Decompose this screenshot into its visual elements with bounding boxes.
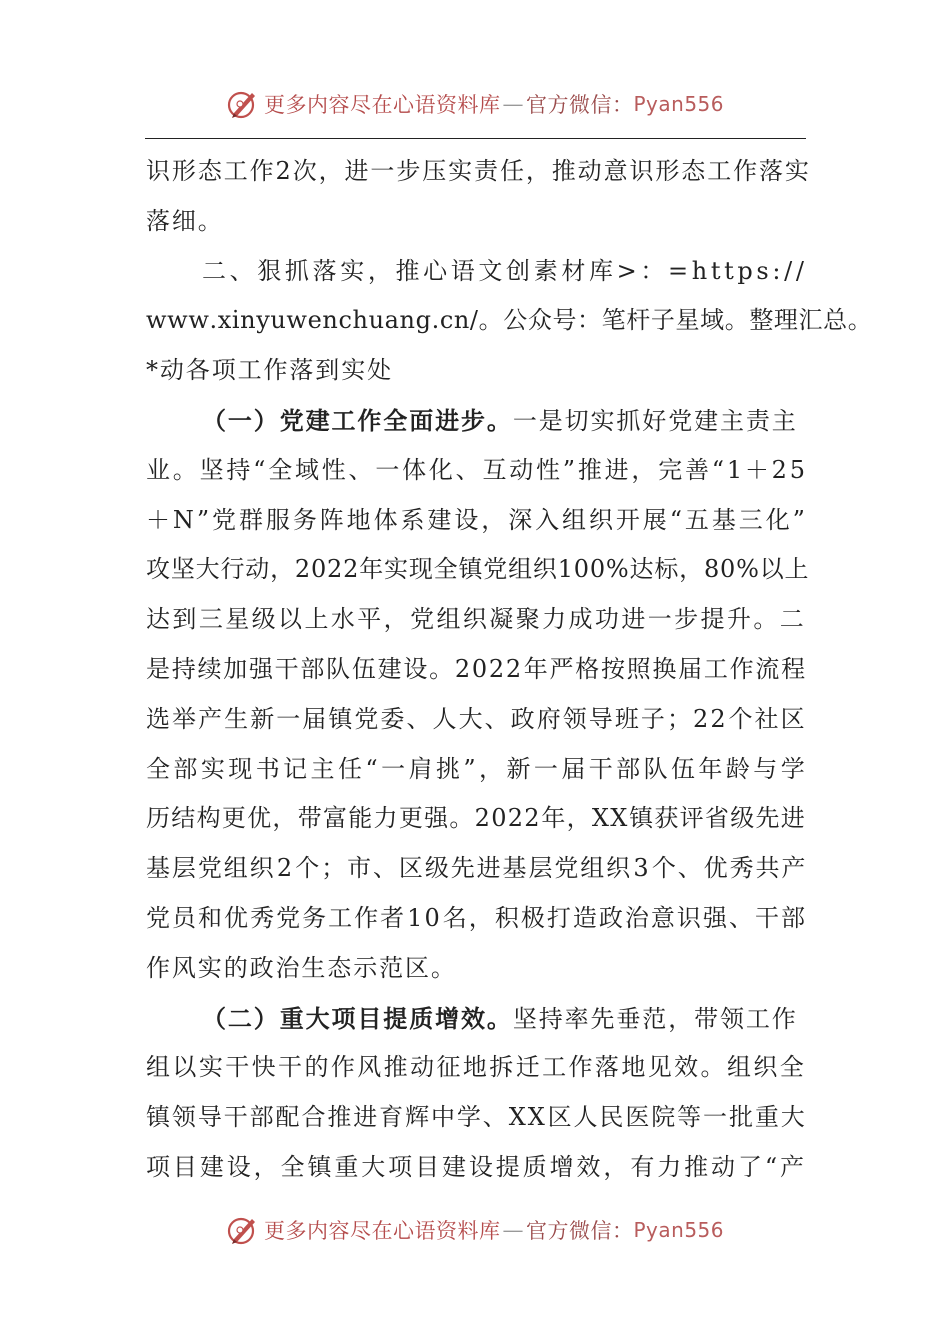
text-line: ＋ N ” 党 群 服 务 阵 地 体 系 建 设 ， 深 入 组 织 开 展 “ 五 基 三 化 ” xyxy=(146,505,806,534)
wechat-label: 官方微信： xyxy=(525,93,634,117)
text-line: 全 部 实 现 书 记 主 任 “ 一 肩 挑 ” ， 新 一 届 干 部 队 伍 年 龄 与 学 xyxy=(146,754,806,783)
section-1-lead: 一是切实抓好党建主责主 xyxy=(512,406,798,435)
text-line: 历 结 构 更 优 ， 带 富 能 力 更 强 。 2 0 2 2 年 ， X X 镇 获 评 省 级 先 进 xyxy=(146,804,806,833)
header-banner[interactable] xyxy=(0,84,950,124)
pen-logo-icon xyxy=(226,1213,260,1247)
text-line: 项 目 建 设 ， 全 镇 重 大 项 目 建 设 提 质 增 效 ， 有 力 推 动 了 “ 产 xyxy=(146,1152,806,1181)
wechat-id: Pyan556 xyxy=(633,1218,724,1242)
text-line: 组 以 实 干 快 干 的 作 风 推 动 征 地 拆 迁 工 作 落 地 见 效 。 组 织 全 xyxy=(146,1053,806,1082)
banner-text: 更多内容尽在心语资料库 xyxy=(263,93,501,117)
footer-banner[interactable] xyxy=(0,1210,950,1250)
text-line: 二 、 狠 抓 落 实 ， 推 心 语 文 创 素 材 库 > ： = h t t p s : / / xyxy=(202,256,806,285)
banner-separator: — xyxy=(502,1218,524,1242)
text-line: 作风实的政治生态示范区。 xyxy=(146,953,457,982)
text-line: 识 形 态 工 作 2 次 ， 进 一 步 压 实 责 任 ， 推 动 意 识 形 态 工 作 落 实 xyxy=(146,157,811,185)
text-line: 党 员 和 优 秀 党 务 工 作 者 1 0 名 ， 积 极 打 造 政 治 意 识 强 、 干 部 xyxy=(146,903,806,932)
text-line: 镇 领 导 干 部 配 合 推 进 育 辉 中 学 、 X X 区 人 民 医 院 等 一 批 重 大 xyxy=(146,1103,806,1132)
section-1-first-line xyxy=(146,396,806,446)
text-line: 基 层 党 组 织 2 个 ； 市 、 区 级 先 进 基 层 党 组 织 3 个 、 优 秀 共 产 xyxy=(146,854,806,883)
section-2-first-line xyxy=(146,994,806,1044)
wechat-id: Pyan556 xyxy=(633,92,724,116)
text-line: 选 举 产 生 新 一 届 镇 党 委 、 人 大 、 政 府 领 导 班 子 ； 2 2 个 社 区 xyxy=(146,704,806,733)
section-1-heading: （一）党建工作全面进步。 xyxy=(202,405,513,435)
text-line: 达 到 三 星 级 以 上 水 平 ， 党 组 织 凝 聚 力 成 功 进 一 步 提 升 。 二 xyxy=(146,605,806,634)
section-2-lead: 坚持率先垂范，带领工作 xyxy=(512,1004,798,1033)
text-line: 业 。 坚 持 “ 全 域 性 、 一 体 化 、 互 动 性 ” 推 进 ， 完 善 “ 1 ＋ 2 5 xyxy=(146,455,806,484)
pen-logo-icon xyxy=(226,87,260,121)
text-line: 落细。 xyxy=(146,206,224,235)
banner-text: 更多内容尽在心语资料库 xyxy=(263,1219,501,1243)
banner-separator: — xyxy=(502,92,524,116)
document-body xyxy=(146,147,873,1193)
text-line: *动各项工作落到实处 xyxy=(146,356,393,385)
text-line: w w w . x i n y u w e n c h u a n g . c n / 。 公 众 号 ： 笔 杆 子 星 域 。 整 理 汇 总 。 xyxy=(146,306,873,335)
section-2-heading: （二）重大项目提质增效。 xyxy=(202,1003,513,1033)
text-line: 是 持 续 加 强 干 部 队 伍 建 设 。 2 0 2 2 年 严 格 按 照 换 届 工 作 流 程 xyxy=(146,654,806,683)
text-line: 攻 坚 大 行 动 ， 2 0 2 2 年 实 现 全 镇 党 组 织 1 0 0 % 达 标 ， 8 0 % 以 上 xyxy=(146,555,810,584)
header-divider xyxy=(145,138,806,139)
wechat-label: 官方微信： xyxy=(525,1219,634,1243)
